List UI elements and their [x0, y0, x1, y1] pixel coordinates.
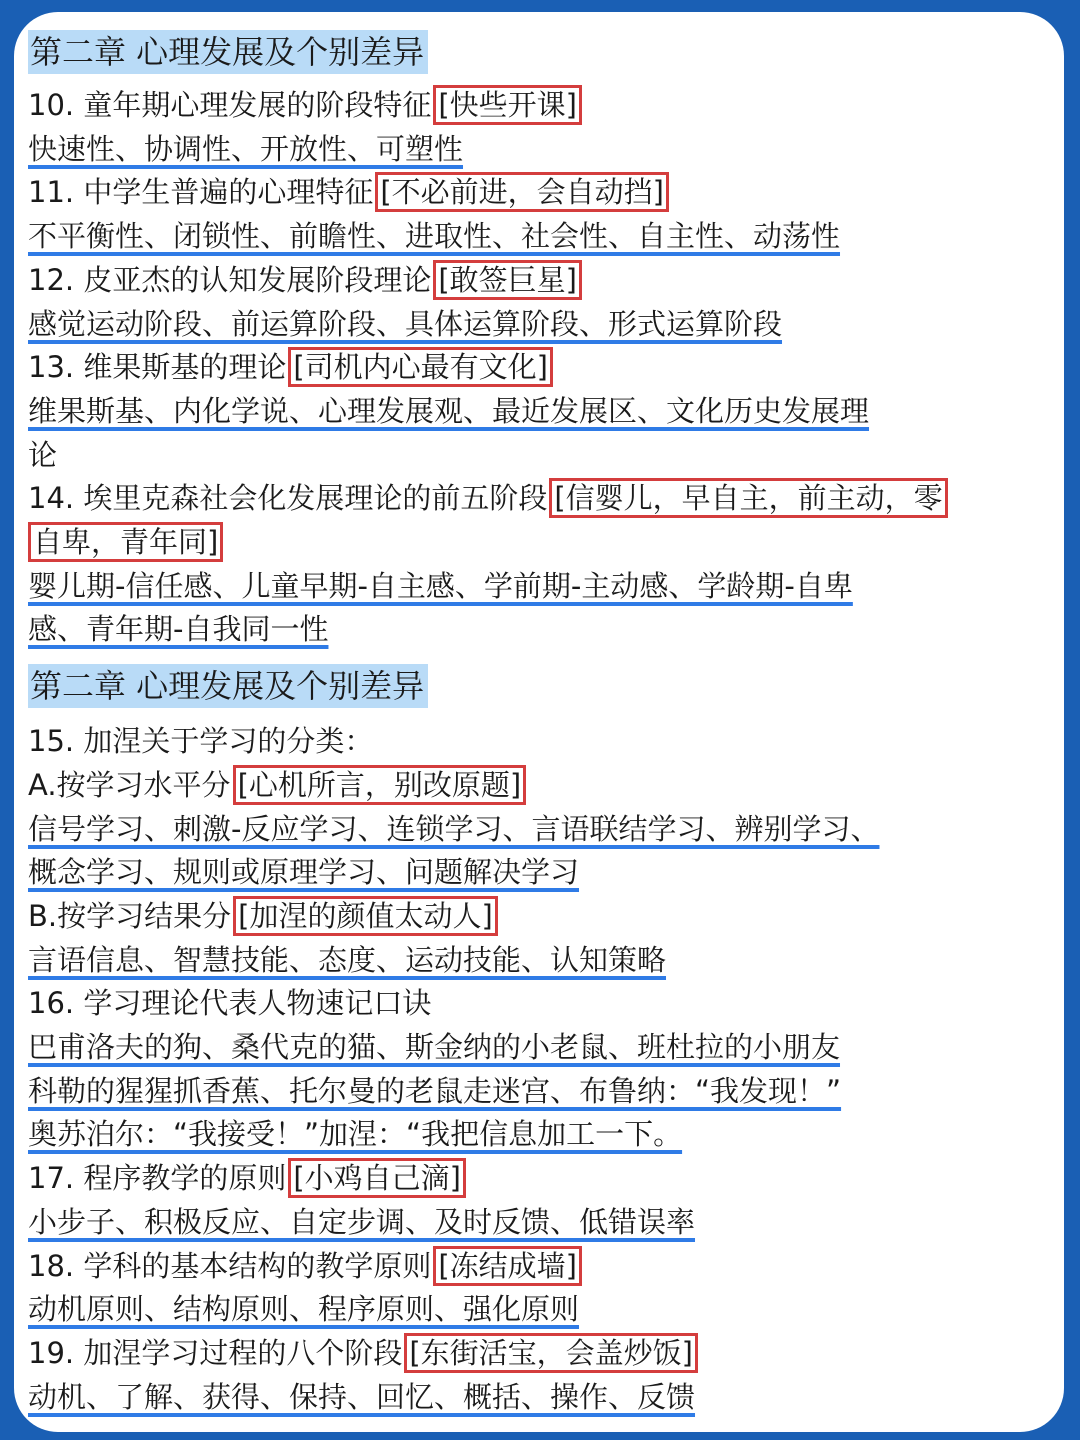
line-text: 动机原则、结构原则、程序原则、强化原则: [28, 1292, 580, 1327]
section-2-lines: [28, 720, 1058, 1419]
answer-line: [28, 1376, 1058, 1420]
line-text: 奥苏泊尔：“我接受！”加涅：“我把信息加工一下。: [28, 1117, 683, 1152]
item-title: 10. 童年期心理发展的阶段特征: [28, 88, 432, 122]
mnemonic-box: [信婴儿，早自主，前主动，零: [549, 478, 947, 518]
mnemonic-box: 自卑，青年同]: [28, 522, 223, 562]
item-12-title: [28, 259, 1058, 303]
answer-line: [28, 851, 1058, 895]
answer-line: [28, 939, 1058, 983]
answer-line: [28, 1288, 1058, 1332]
title-line: [28, 982, 1058, 1026]
line-text: 概念学习、规则或原理学习、问题解决学习: [28, 855, 580, 890]
item-10-title: [28, 84, 1058, 128]
answer-line: [28, 1070, 1058, 1114]
item-title: 13. 维果斯基的理论: [28, 350, 287, 385]
item-title: 12. 皮亚杰的认知发展阶段理论: [28, 262, 432, 297]
item-11-answer: 不平衡性、闭锁性、前瞻性、进取性、社会性、自主性、动荡性: [28, 219, 841, 254]
line-text: 科勒的猩猩抓香蕉、托尔曼的老鼠走迷宫、布鲁纳：“我发现！”: [28, 1073, 842, 1108]
line-text: B.按学习结果分: [28, 898, 232, 933]
item-14-title: [28, 477, 1058, 521]
mnemonic-box: [敢签巨星]: [433, 260, 582, 300]
note-card: [14, 12, 1064, 1432]
mnemonic-box: [心机所言，别改原题]: [233, 765, 527, 805]
title-line: [28, 1157, 1058, 1201]
item-title: 11. 中学生普遍的心理特征: [28, 175, 374, 210]
item-12-answer: 感觉运动阶段、前运算阶段、具体运算阶段、形式运算阶段: [28, 306, 783, 341]
line-text: 言语信息、智慧技能、态度、运动技能、认知策略: [28, 942, 667, 977]
mnemonic-box: [小鸡自己滴]: [288, 1158, 466, 1198]
item-title: 14. 埃里克森社会化发展理论的前五阶段: [28, 481, 548, 516]
mnemonic-box: [司机内心最有文化]: [288, 347, 553, 387]
section-2: [28, 664, 1058, 1419]
item-13-answer: 维果斯基、内化学说、心理发展观、最近发展区、文化历史发展理: [28, 393, 870, 428]
note-content: [28, 30, 1058, 1419]
mnemonic-box: [加涅的颜值太动人]: [233, 896, 498, 936]
item-14-mnemonic-cont: [28, 521, 1058, 565]
title-line: [28, 764, 1058, 808]
line-text: A.按学习水平分: [28, 767, 231, 802]
section-heading: 第二章 心理发展及个别差异: [28, 664, 428, 708]
item-13-answer-cont: 论: [28, 437, 58, 472]
item-13-title: [28, 346, 1058, 390]
answer-line: [28, 1113, 1058, 1157]
mnemonic-box: [不必前进，会自动挡]: [375, 172, 669, 212]
line-text: 17. 程序教学的原则: [28, 1161, 287, 1196]
mnemonic-box: [冻结成墙]: [433, 1246, 582, 1286]
title-line: [28, 720, 1058, 764]
item-14-answer-cont: 感、青年期-自我同一性: [28, 612, 329, 647]
mnemonic-box: [东街活宝，会盖炒饭]: [404, 1333, 698, 1373]
title-line: [28, 1332, 1058, 1376]
item-10-answer: 快速性、协调性、开放性、可塑性: [28, 131, 464, 166]
line-text: 信号学习、刺激-反应学习、连锁学习、言语联结学习、辨别学习、: [28, 811, 880, 846]
line-text: 18. 学科的基本结构的教学原则: [28, 1248, 432, 1283]
answer-line: [28, 808, 1058, 852]
item-11-title: [28, 171, 1058, 215]
answer-line: [28, 1026, 1058, 1070]
line-text: 19. 加涅学习过程的八个阶段: [28, 1335, 403, 1370]
line-text: 小步子、积极反应、自定步调、及时反馈、低错误率: [28, 1204, 696, 1239]
title-line: [28, 895, 1058, 939]
line-text: 16. 学习理论代表人物速记口诀: [28, 986, 432, 1021]
section-heading: 第二章 心理发展及个别差异: [28, 30, 428, 74]
title-line: [28, 1245, 1058, 1289]
section-1: [28, 30, 1058, 652]
line-text: 巴甫洛夫的狗、桑代克的猫、斯金纳的小老鼠、班杜拉的小朋友: [28, 1030, 841, 1065]
line-text: 动机、了解、获得、保持、回忆、概括、操作、反馈: [28, 1379, 696, 1414]
mnemonic-box: [快些开课]: [433, 85, 582, 125]
item-14-answer: 婴儿期-信任感、儿童早期-自主感、学前期-主动感、学龄期-自卑: [28, 568, 853, 603]
answer-line: [28, 1201, 1058, 1245]
line-text: 15. 加涅关于学习的分类：: [28, 724, 374, 759]
